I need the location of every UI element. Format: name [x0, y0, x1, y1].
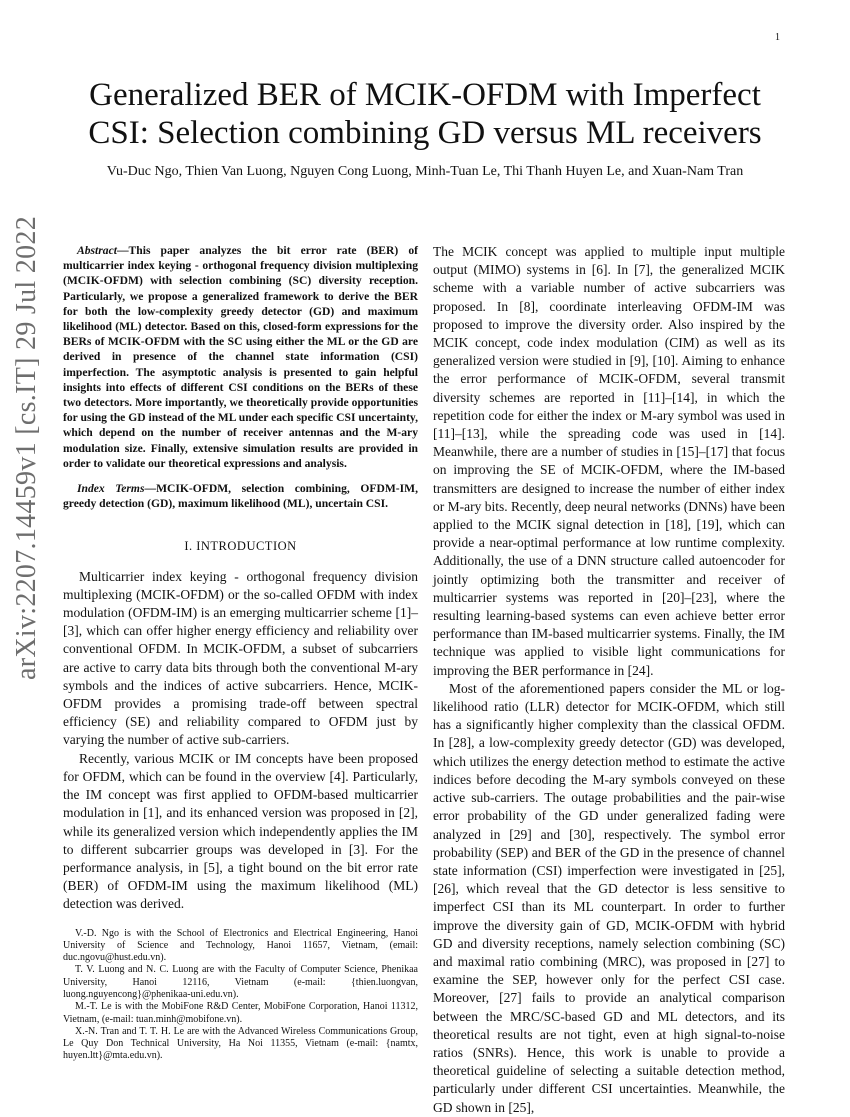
- author-list: Vu-Duc Ngo, Thien Van Luong, Nguyen Cong Luong, Minh-Tuan Le, Thi Thanh Huyen Le, and Xuan-Nam Tran: [106, 164, 744, 179]
- index-terms-label: Index Terms: [77, 482, 145, 496]
- title-line-2: CSI: Selection combining GD versus ML receivers: [88, 115, 762, 151]
- index-terms-text: —MCIK-OFDM, selection combining, OFDM-IM, greedy detection (GD), maximum likelihood (ML), uncertain CSI.: [63, 482, 418, 511]
- body-paragraph: The MCIK concept was applied to multiple input multiple output (MIMO) systems in [6]. In [7], the generalized MCIK scheme with a variable number of active subcarriers was proposed. In [8], coordinate interleaving OFDM-IM was proposed to improve the diversity order. Also inspired by the MCIK concept, code index modulation (CIM) as well as its generalized version were studied in [9], [10]. Aiming to enhance the error performance of MCIK-OFDM, several transmit diversity schemes are reported in [11]–[14], in which the repetition code for either the index or M-ary symbol was used in [11]–[13], while the spreading code was used in [14]. Meanwhile, there are a number of studies in [15]–[17] that focus on improving the SE of MCIK-OFDM, where the IM-based transmitters are designed to increase the number of either index or M-ary bits. Recently, deep neural networks (DNNs) have been applied to the MCIK signal detection in [18], [19], which can provide a near-optimal performance at low runtime complexity. Additionally, the use of a DNN structure called autoencoder for jointly optimizing both the transmitter and receiver of multicarrier systems was reported in [20]–[23], where the resulting learning-based systems can even achieve better error performance than IM-based multicarrier systems. Finally, the IM technique was applied to visible light communications for improving the BER performance in [24].: [433, 244, 785, 678]
- left-column: [63, 243, 418, 1063]
- paper-title: [60, 76, 790, 152]
- intro-paragraph: Recently, various MCIK or IM concepts have been proposed for OFDM, which can be found in the overview [4]. Particularly, the IM concept was first applied to OFDM-based multicarrier modulation in [1], and its enhanced version was proposed in [2], while its generalized version which independently applies the IM to different subcarrier groups was developed in [3]. For the performance analysis, in [5], a tight bound on the bit error rate (BER) of OFDM-IM using the maximum likelihood (ML) detection was derived.: [63, 750, 418, 912]
- footnote: T. V. Luong and N. C. Luong are with the Faculty of Computer Science, Phenikaa University, Hanoi 12116, Vietnam (e-mail: {thien.luongvan, luong.nguyencong}@phenikaa-uni.edu.vn).: [63, 964, 418, 1000]
- footnote: X.-N. Tran and T. T. H. Le are with the Advanced Wireless Communications Group, Le Quy Don Technical University, Ha Noi 11355, Vietnam (e-mail: {namtx, huyen.ltt}@mta.edu.vn).: [63, 1025, 418, 1062]
- author-footnotes: [63, 928, 418, 1063]
- section-heading-introduction: I. INTRODUCTION: [184, 539, 297, 554]
- abstract: [63, 243, 418, 471]
- abstract-text: —This paper analyzes the bit error rate (BER) of multicarrier index keying - orthogonal frequency division multiplexing (MCIK-OFDM) with selection combining (SC) diversity reception. Particularly, we propose a generalized framework to derive the BER for both the low-complexity greedy detector (GD) and maximum likelihood (ML) detector. Based on this, closed-form expressions for the BERs of MCIK-OFDM with the SC using either the ML or the GD are derived in presence of the channel state information (CSI) imperfection. The asymptotic analysis is presented to gain helpful insights into effects of different CSI conditions on the BERs of these two detectors. More importantly, we theoretically provide opportunities for using the GD instead of the ML under each specific CSI uncertainty, which depend on the number of receiver antennas and the M-ary modulation size. Finally, extensive simulation results are provided in order to validate our theoretical expressions and analysis.: [63, 244, 418, 470]
- intro-paragraph: Multicarrier index keying - orthogonal frequency division multiplexing (MCIK-OFDM) or the so-called OFDM with index modulation (OFDM-IM) is an emerging multicarrier scheme [1]–[3], which can offer higher energy efficiency and reliability over conventional OFDM. In MCIK-OFDM, a subset of subcarriers are active to carry data bits through both the conventional M-ary symbols and the indices of active subcarriers. Hence, MCIK-OFDM provides a promising trade-off between spectral efficiency (SE) and reliability compared to OFDM just by varying the number of active sub-carriers.: [63, 568, 418, 748]
- body-paragraph: Most of the aforementioned papers consider the ML or log-likelihood ratio (LLR) detector for MCIK-OFDM, which still has a significantly higher complexity than the classical OFDM. In [28], a low-complexity greedy detector (GD) was developed, which utilizes the energy detection method to estimate the active indices before decoding the M-ary symbols conveyed on these active sub-carriers. The outage probabilities and the pair-wise error probability of the GD under generalized fading were analyzed in [29] and [30], respectively. The symbol error probability (SEP) and BER of the GD in the presence of channel state information (CSI) imperfection were investigated in [25], [26], which reveal that the GD detector is less sensitive to imperfect CSI than its ML counterpart. In order to further improve the diversity gain of GD, MCIK-OFDM with hybrid GD and diversity receptions, namely selection combining (SC) and maximal ratio combining (MRC), was proposed in [27] to examine the SEP, however only for the perfect CSI case. Moreover, [27] fails to provide an analytical comparison between the MRC/SC-based GD and ML detectors, and its theoretical results are not tight, even at high signal-to-noise ratios (SNRs). Hence, this work is unable to provide a theoretical guideline of selecting a suitable detection method, particularly under different CSI uncertainties. Meanwhile, the GD shown in [25],: [433, 680, 785, 1115]
- right-column: [433, 243, 785, 1117]
- index-terms: [63, 481, 418, 511]
- page-number: 1: [775, 32, 780, 43]
- footnote: M.-T. Le is with the MobiFone R&D Center, MobiFone Corporation, Hanoi 11312, Vietnam, (e-mail: tuan.minh@mobifone.vn).: [63, 1001, 418, 1025]
- arxiv-stamp-text: arXiv:2207.14459v1 [cs.IT] 29 Jul 2022: [11, 215, 42, 680]
- title-line-1: Generalized BER of MCIK-OFDM with Imperfect: [89, 77, 761, 113]
- abstract-label: Abstract: [77, 244, 117, 257]
- footnote: V.-D. Ngo is with the School of Electronics and Electrical Engineering, Hanoi University of Science and Technology, Hanoi 11657, Vietnam, (email: duc.ngovu@hust.edu.vn).: [63, 927, 418, 964]
